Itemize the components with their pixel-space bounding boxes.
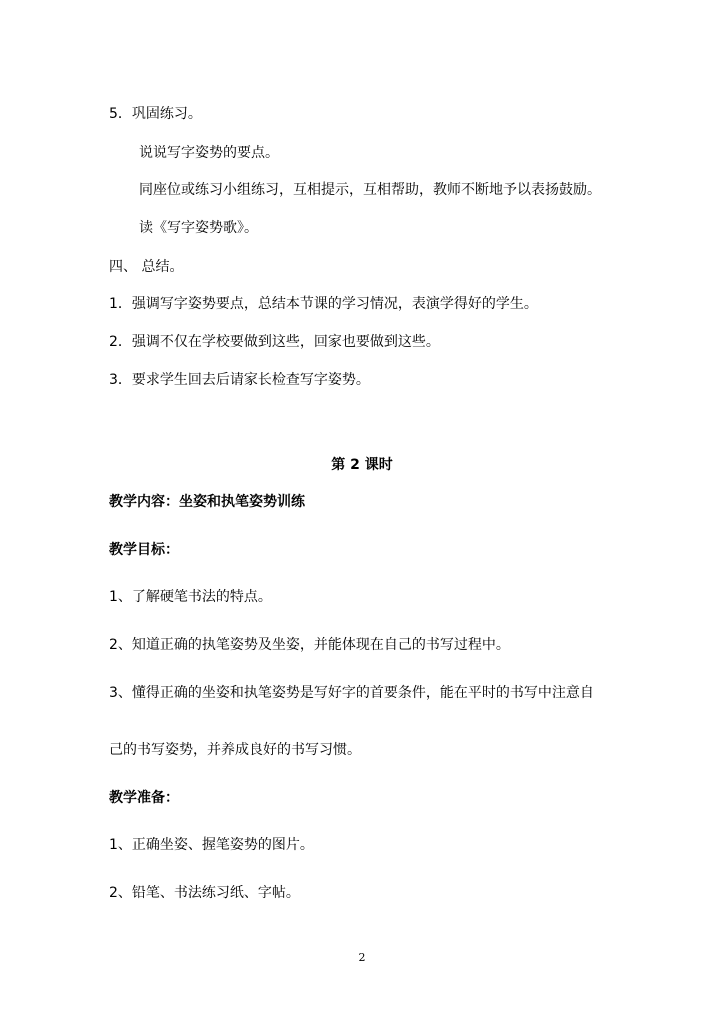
summary-item-2: 2．强调不仅在学校要做到这些，回家也要做到这些。 — [109, 334, 440, 350]
practice-item-3: 读《写字姿势歌》。 — [139, 220, 258, 236]
lesson-title: 第 2 课时 — [331, 457, 393, 473]
summary-item-1: 1．强调写字姿势要点，总结本节课的学习情况，表演学得好的学生。 — [109, 296, 538, 312]
summary-item-3: 3．要求学生回去后请家长检查写字姿势。 — [109, 372, 370, 388]
preparation-item-2: 2、铅笔、书法练习纸、字帖。 — [109, 885, 300, 901]
teaching-preparation-heading: 教学准备： — [109, 790, 179, 806]
goal-item-3-part-2: 己的书写姿势，并养成良好的书写习惯。 — [109, 742, 361, 758]
page-number: 2 — [358, 951, 366, 964]
teaching-content: 教学内容：坐姿和执笔姿势训练 — [109, 494, 305, 510]
practice-item-1: 说说写字姿势的要点。 — [139, 145, 279, 161]
goal-item-1: 1、了解硬笔书法的特点。 — [109, 589, 272, 605]
teaching-goals-heading: 教学目标： — [109, 542, 179, 558]
goal-item-3-part-1: 3、懂得正确的坐姿和执笔姿势是写好字的首要条件，能在平时的书写中注意自 — [109, 685, 594, 701]
preparation-item-1: 1、正确坐姿、握笔姿势的图片。 — [109, 837, 314, 853]
goal-item-2: 2、知道正确的执笔姿势及坐姿，并能体现在自己的书写过程中。 — [109, 637, 510, 653]
summary-heading: 四、 总结。 — [109, 259, 184, 275]
step-5-heading: 5．巩固练习。 — [109, 106, 202, 122]
practice-item-2: 同座位或练习小组练习，互相提示，互相帮助，教师不断地予以表扬鼓励。 — [139, 182, 601, 198]
